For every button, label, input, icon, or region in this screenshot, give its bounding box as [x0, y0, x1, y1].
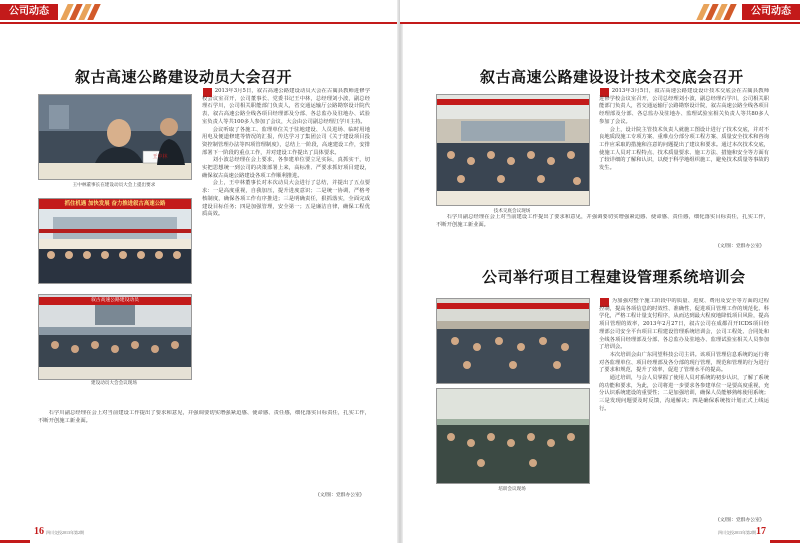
article-paragraph: 2013年3月5日，叙古高速公路建设设计技术交底会在古蔺县教师进修学校会议室召开，公司总经理刘小波，副总经理石学川，公司相关职能部门负责人，省交通运输厅公路勘察设计院，叙古高速公路全线各项目经理部及分部、各总监办及驻地办、监理试验室相关负责人等共80多人参加了会议。	[599, 88, 769, 125]
meeting-photo-3-image	[39, 295, 191, 379]
right-header	[400, 0, 800, 24]
article-paragraph: 会上，王中林董事长对本次动员大会进行了总结，并提出了五点要求：一是高度重视，自我加压，提升进度意识；二是统一协调，严格考核制度，确保各项工作有序推进；三是明确责任，狠抓落实，全面完成建设目标任务；四是加强管理，安全第一；五是廉洁自律，确保工程优质高效。	[202, 180, 370, 218]
article-paragraph: 本次培训会由广东同望科技公司主讲。该项目管理信息系统的运行将对各监理单位、项目经理部及各分部的现行管理，规范和管理的行为进行了要求和规范，提升了效率，促进了管理水平的提高。	[599, 351, 769, 374]
page-number-value: 17	[756, 526, 766, 537]
article-paragraph: 刘小波总经理在会上要求，各参建单位要立足实际，真抓实干，切实把思想统一到公司的决策部署上来，高标准、严要求抓好项目建设，确保叙古高速公路建设各项工作顺利推进。	[202, 157, 370, 179]
technical-briefing-photo	[436, 94, 590, 206]
article-2-body-column	[599, 298, 769, 512]
article-2-title: 公司举行项目工程建设管理系统培训会	[482, 268, 746, 286]
section-label: 公司动态	[0, 4, 58, 20]
article-paragraph: 石学川副总经理在会上对当前建设工作提出了要求和意见，并强调要切实增强紧迫感、使命感、责任感，细化落实目标责任，扎实工作，不断开创施工新业面。	[38, 410, 370, 424]
meeting-photo-1	[38, 94, 192, 180]
photo-1-caption: 王中林董事长在建设动员大会上提出要求	[72, 183, 156, 188]
article-paragraph: 石学川副总经理在会上对当前建设工作提出了要求和意见，并强调要切实增强紧迫感、使命感、责任感，细化落实目标责任，扎实工作，不断开创施工新业面。	[436, 214, 769, 228]
article-source: (文/图：党群办公室)	[318, 493, 362, 498]
article-paragraph: 会议听取了各施工、监理单位关于驻地建设、人员进场、临时用地用电及便道修建等情况的汇报，传达学习了集团公司《关于建设项目投资控制管理办法等四项管理制度》，总结上一阶段，高速建设工作，安排部署下一阶段的重点工作，并对建设工作提出了具体要求。	[202, 126, 370, 156]
decorative-stripes	[64, 4, 100, 20]
training-photo-2	[436, 388, 590, 484]
article-paragraph: 会上，设计院主管技术负责人就施工图设计进行了技术交底，并对不良地质段施工专项方案、重难点分部分项工程方案、质量安全技术和咨询工作应采取的措施和注意的问题提出了建议和要求。通过本次技术交底，使施工人员对工程特点、技术质量要求、施工方法、措施和安全等方面有了较详细的了解和认识，以便于科学地组织施工，避免技术质量等事故的发生。	[599, 126, 769, 172]
meeting-photo-2-image	[39, 199, 191, 283]
article-body-bottom	[38, 410, 370, 470]
header-rule	[0, 22, 400, 24]
photo-caption: 技术交底会议现场	[493, 209, 531, 214]
page-note: 四川交投2013年第2期	[718, 530, 756, 535]
decorative-stripes	[700, 4, 736, 20]
left-header	[0, 0, 400, 24]
nameplate: 王中林	[152, 154, 168, 160]
photo-3-banner: 叙古高速公路建设动员	[39, 297, 191, 305]
right-page	[400, 0, 800, 543]
article-paragraph: 2013年3月5日，叙古高速公路建设动员大会在古蔺县教师进修学校会议室召开，公司董事长、党委书记王中林，总经理刘小波，副总经理石学川，公司相关职能部门负责人，省交通运输厅公路勘察设计院代表，叙古高速公路全线各项目经理部及分部、各总监办及驻地办、试验室负责人等共100多人参加了会议，大会由公司副总经理江学川主持。	[202, 88, 370, 125]
training-photo-2-image	[437, 389, 589, 483]
header-rule	[400, 22, 800, 24]
section-label: 公司动态	[742, 4, 800, 20]
article-body-column	[202, 88, 370, 408]
page-number	[716, 526, 766, 537]
article-1-source: (文/图：党群办公室)	[718, 244, 762, 249]
photo-2-banner: 抓住机遇 加快发展 奋力推进叙古高速公路	[39, 199, 191, 209]
photo-caption: 培训会议现场	[498, 487, 526, 492]
training-photo-1-image	[437, 299, 589, 383]
technical-briefing-photo-image	[437, 95, 589, 205]
page-number-value: 16	[34, 526, 44, 537]
photo-3-caption: 建设动员大会会议现场	[91, 381, 137, 386]
article-paragraph: 通过培训，与会人员掌握了使用人员对系统的初步认识，了解了系统的功能和要求，为此，公司将进一步要求各参建单位一是要高度重视，充分认识系统建设的重要性；二是加强培训，确保人员能够熟练使用系统；三是发现问题要及时反馈，沟通解决；四是确保系统按计划正式上线运行。	[599, 375, 769, 412]
training-photo-1	[436, 298, 590, 384]
article-paragraph: 为加强对整个施工阶段中的质量、进度、费用及安全等方面的过程控制，提高各项信息的时效性、准确性，促进项目管理工作的规范化、科学化，严格工程计量支付程序，从而达到最大程度地降低项目风险，提高项目管理的效率，2013年2月27日，叙古公司在成都召开ICDS项目经理部公司安全平台项目工程建设管理系统培训会，公司工程处、合同处和全线各项目经理部及分部、各总监办及驻地办、监理试验室相关人员参加了培训会。	[599, 298, 769, 351]
meeting-photo-2	[38, 198, 192, 284]
meeting-photo-3	[38, 294, 192, 380]
article-1-body-bottom	[436, 214, 769, 232]
article-2-source: (文/图：党群办公室)	[718, 518, 762, 523]
page-number	[34, 526, 84, 537]
article-1-title: 叙古高速公路建设设计技术交底会召开	[480, 68, 744, 86]
meeting-photo-1-image	[39, 95, 191, 179]
article-1-body-column	[599, 88, 769, 208]
page-title: 叙古高速公路建设动员大会召开	[75, 68, 293, 86]
page-note: 四川交投2013年第2期	[46, 530, 84, 535]
